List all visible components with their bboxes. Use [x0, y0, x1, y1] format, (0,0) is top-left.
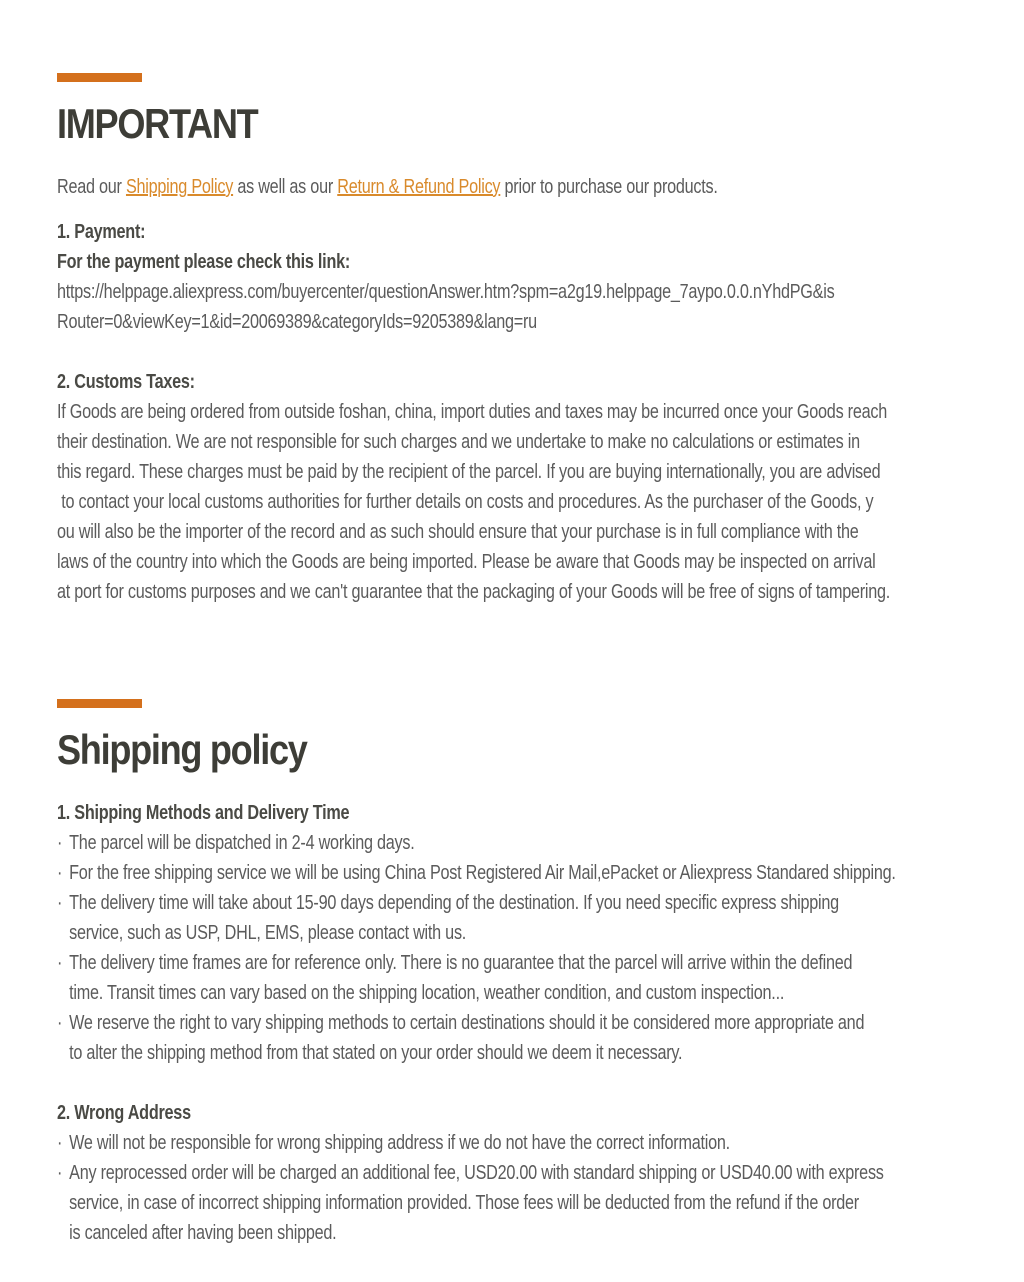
payment-subtitle: For the payment please check this link:: [57, 251, 351, 273]
customs-line: ou will also be the importer of the record and as such should ensure that your purchase is in full compliance with the: [57, 521, 859, 543]
list-item-continuation: service, such as USP, DHL, EMS, please contact with us.: [69, 922, 467, 944]
list-item: · We reserve the right to vary shipping methods to certain destinations should it be considered more appropriate and: [57, 1008, 948, 1038]
customs-line: this regard. These charges must be paid by the recipient of the parcel. If you are buying internationally, you are advised: [57, 461, 881, 483]
list-item: · The delivery time will take about 15-90 days depending of the destination. If you need specific express shipping: [57, 888, 948, 918]
list-item: · We will not be responsible for wrong shipping address if we do not have the correct information.: [57, 1128, 948, 1158]
bullet: ·: [57, 832, 63, 854]
payment-title: 1. Payment:: [57, 221, 146, 243]
shipping-accent-bar: [57, 699, 142, 708]
bullet: ·: [57, 1012, 63, 1034]
address-title: 2. Wrong Address: [57, 1102, 191, 1124]
important-accent-bar: [57, 73, 142, 82]
bullet: ·: [57, 1162, 63, 1184]
intro-line: [57, 172, 948, 202]
payment-url-line-2: Router=0&viewKey=1&id=20069389&categoryIds=9205389&lang=ru: [57, 311, 537, 333]
customs-line: laws of the country into which the Goods are being imported. Please be aware that Goods may be inspected on arrival: [57, 551, 876, 573]
intro-middle: as well as our: [233, 176, 338, 198]
intro-after: prior to purchase our products.: [500, 176, 718, 198]
bullet: ·: [57, 952, 63, 974]
customs-line: at port for customs purposes and we can't guarantee that the packaging of your Goods will be free of signs of tampering.: [57, 581, 891, 603]
bullet: ·: [57, 862, 63, 884]
bullet: ·: [57, 1132, 63, 1154]
list-item: · For the free shipping service we will be using China Post Registered Air Mail,ePacket or Aliexpress Standared shipping.: [57, 858, 948, 888]
list-item-continuation: time. Transit times can vary based on the shipping location, weather condition, and custom inspection...: [69, 982, 785, 1004]
customs-line: to contact your local customs authorities for further details on costs and procedures. As the purchaser of the Goods, y: [57, 491, 874, 513]
intro-before: Read our: [57, 176, 126, 198]
shipping-heading: Shipping policy: [57, 726, 307, 773]
payment-url-line-1: https://helppage.aliexpress.com/buyercenter/questionAnswer.htm?spm=a2g19.helppage_7aypo.0.0.nYhdPG&is: [57, 281, 835, 303]
bullet: ·: [57, 892, 63, 914]
customs-line: If Goods are being ordered from outside foshan, china, import duties and taxes may be incurred once your Goods reach: [57, 401, 887, 423]
customs-line: their destination. We are not responsible for such charges and we undertake to make no calculations or estimates in: [57, 431, 860, 453]
list-item: · Any reprocessed order will be charged an additional fee, USD20.00 with standard shipping or USD40.00 with express: [57, 1158, 948, 1188]
list-item-continuation: to alter the shipping method from that stated on your order should we deem it necessary.: [69, 1042, 683, 1064]
list-item-continuation: service, in case of incorrect shipping information provided. Those fees will be deducted from the refund if the order: [69, 1192, 859, 1214]
shipping-policy-link[interactable]: Shipping Policy: [125, 176, 234, 198]
list-item: · The parcel will be dispatched in 2-4 working days.: [57, 828, 948, 858]
important-body: [57, 172, 948, 607]
customs-title: 2. Customs Taxes:: [57, 371, 195, 393]
methods-title: 1. Shipping Methods and Delivery Time: [57, 802, 350, 824]
list-item: · The delivery time frames are for reference only. There is no guarantee that the parcel will arrive within the defined: [57, 948, 948, 978]
shipping-body: [57, 798, 948, 1248]
list-item-continuation: is canceled after having been shipped.: [69, 1222, 337, 1244]
important-heading: IMPORTANT: [57, 100, 258, 147]
refund-policy-link[interactable]: Return & Refund Policy: [337, 176, 501, 198]
